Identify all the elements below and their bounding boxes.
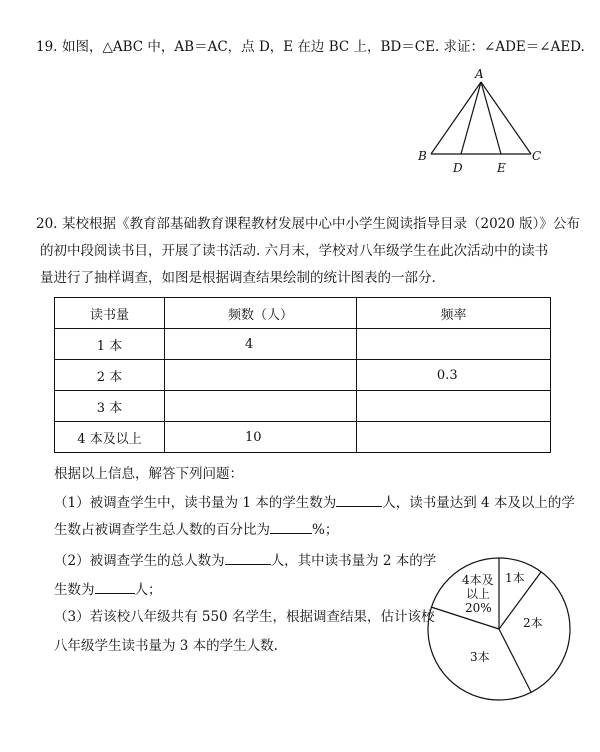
q20-line1: 某校根据《教育部基础教育课程教材发展中心中小学生阅读指导目录（2020 版）》公布 — [62, 216, 580, 232]
label-b: B — [418, 149, 427, 163]
part2-text-b: 人，其中读书量为 2 本的学 — [270, 553, 437, 569]
cell-amount: 2 本 — [55, 360, 165, 391]
header-reading-amount: 读书量 — [55, 298, 165, 329]
cell-amount: 1 本 — [55, 329, 165, 360]
cell-count: 10 — [165, 422, 357, 453]
q20-line3: 量进行了抽样调查，如图是根据调查结果绘制的统计图表的一部分. — [40, 270, 436, 286]
pie-label-4plus-percent: 20% — [465, 601, 492, 615]
q19-number: 19. — [36, 39, 58, 55]
cell-count: 4 — [165, 329, 357, 360]
cell-amount: 3 本 — [55, 391, 165, 422]
part1-text-b: 人，读书量达到 4 本及以上的学 — [382, 495, 575, 511]
part3-line1: （3）若该校八年级共有 550 名学生，根据调查结果，估计该校 — [54, 609, 435, 625]
pie-label-4plus-line2: 以上 — [466, 587, 491, 601]
cell-rate: 0.3 — [356, 360, 550, 391]
part3-line2: 八年级学生读书量为 3 本的学生人数. — [54, 638, 278, 654]
part1-text-a: （1）被调查学生中，读书量为 1 本的学生数为 — [54, 495, 337, 511]
q20-intro: 根据以上信息，解答下列问题： — [54, 466, 243, 482]
label-a: A — [475, 67, 484, 81]
header-frequency-rate: 频率 — [356, 298, 550, 329]
q20-number: 20. — [36, 216, 58, 232]
q20-line2: 的初中段阅读书目，开展了读书活动. 六月末，学校对八年级学生在此次活动中的读书 — [40, 243, 549, 259]
label-c: C — [532, 149, 542, 163]
label-e: E — [497, 161, 506, 175]
pie-label-1-book: 1本 — [505, 571, 525, 585]
cell-amount: 4 本及以上 — [55, 422, 165, 453]
q19-text: 如图，△ABC 中，AB＝AC，点 D，E 在边 BC 上，BD＝CE. 求证：∠ADE＝∠AED. — [62, 39, 585, 55]
part1-text-c: 生数占被调查学生总人数的百分比为 — [54, 522, 270, 538]
part2-text-d: 人； — [134, 582, 162, 598]
part2-text-c: 生数为 — [54, 582, 95, 598]
pie-divider-lower-right — [499, 629, 531, 692]
part1-text-d: %； — [312, 522, 339, 538]
pie-label-3-books: 3本 — [470, 650, 490, 664]
header-frequency-count: 频数（人） — [165, 298, 357, 329]
pie-label-4plus-line1: 4本及 — [462, 573, 494, 587]
pie-label-2-books: 2本 — [523, 616, 543, 630]
label-d: D — [453, 161, 463, 175]
part2-text-a: （2）被调查学生的总人数为 — [54, 553, 225, 569]
